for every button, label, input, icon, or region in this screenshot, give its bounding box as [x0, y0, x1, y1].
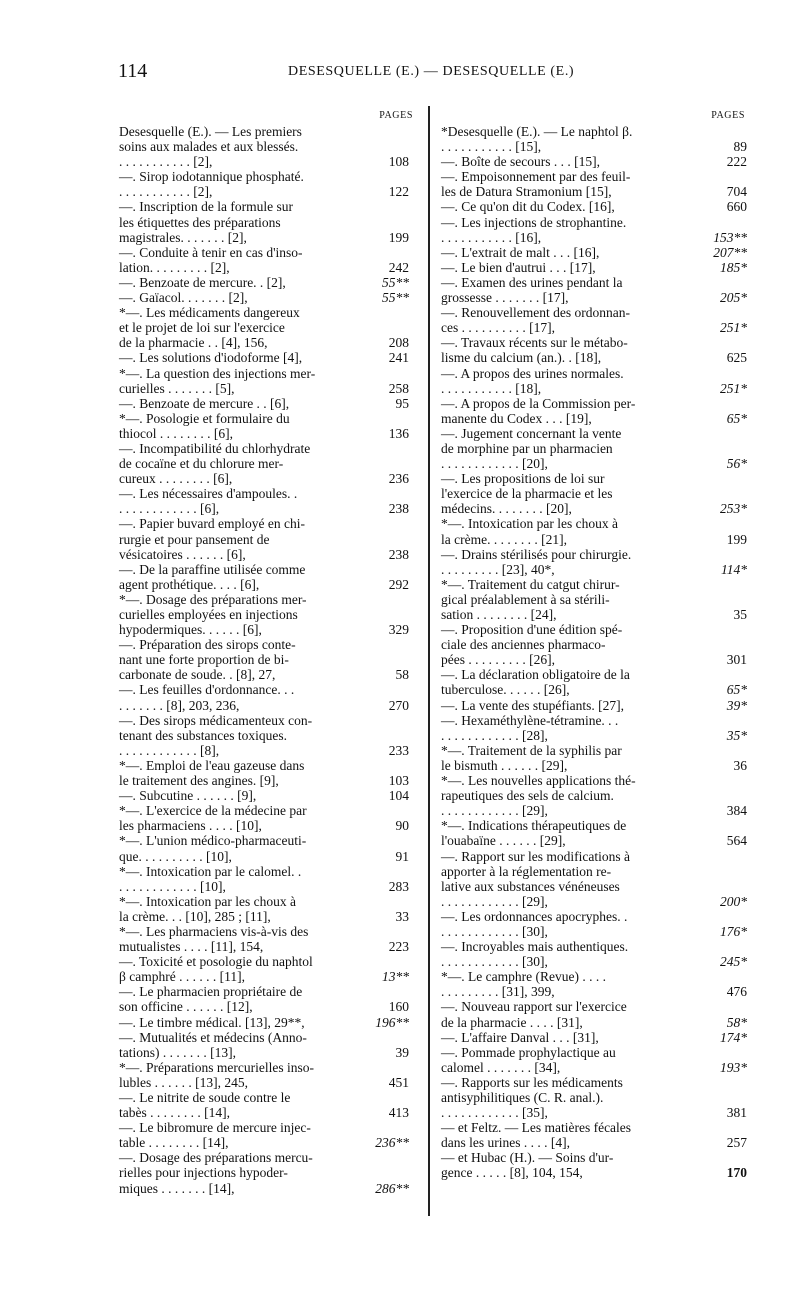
entry-page-number: 245*	[720, 954, 747, 970]
index-entry	[441, 215, 747, 245]
page-header	[118, 60, 730, 84]
index-entry	[441, 622, 747, 667]
index-entry	[119, 713, 419, 758]
entry-title: —. Sirop iodotannique phosphaté. . . . . . . . . . . . [2],	[119, 169, 304, 200]
index-entry	[441, 773, 747, 818]
entry-page-number: 55**	[382, 290, 409, 306]
entry-page-number: 65*	[726, 410, 747, 426]
index-entry	[119, 682, 419, 712]
entry-page-number: 384	[726, 803, 747, 819]
index-entry	[441, 939, 747, 969]
entry-title: —. Subcutine . . . . . . [9],	[119, 788, 257, 804]
entry-title: —. La déclaration obligatoire de la tuberculose. . . . . . [26],	[441, 667, 630, 698]
index-entry	[441, 818, 747, 848]
entry-page-number: 108	[388, 154, 409, 170]
entry-title: —. Les solutions d'iodoforme [4],	[119, 350, 303, 366]
entry-title: —. Proposition d'une édition spé- ciale des anciennes pharmaco- pées . . . . . . . . . [26],	[441, 622, 623, 668]
entry-page-number: 292	[388, 576, 409, 592]
entry-page-number: 193*	[720, 1059, 747, 1075]
entry-page-number: 91	[395, 848, 409, 864]
entry-title: —. Dosage des préparations mercu- rielles pour injections hypoder- miques . . . . . . . [14],	[119, 1150, 313, 1196]
index-entry	[441, 275, 747, 305]
entry-title: —. Examen des urines pendant la grossesse . . . . . . . [17],	[441, 274, 623, 306]
index-entry	[441, 909, 747, 939]
entry-page-number: 233	[388, 742, 409, 758]
entry-title: —. Nouveau rapport sur l'exercice de la pharmacie . . . . [31],	[441, 999, 627, 1030]
entry-page-number: 170	[726, 1165, 747, 1181]
entry-page-number: 242	[388, 259, 409, 275]
entry-title: *—. Traitement de la syphilis par le bismuth . . . . . . [29],	[441, 742, 622, 773]
entry-page-number: 185*	[720, 259, 747, 275]
index-entry	[441, 1075, 747, 1120]
entry-title: *—. Les nouvelles applications thé- rapeutiques des sels de calcium. . . . . . . . . . . . . [29],	[441, 773, 636, 819]
index-entry	[119, 592, 419, 637]
index-entry	[119, 894, 419, 924]
index-entry	[119, 833, 419, 863]
entry-title: *—. Dosage des préparations mer- curielles employées en injections hypodermiques. . . . . . [6],	[119, 591, 307, 638]
entry-page-number: 238	[388, 501, 409, 517]
entry-title: —. Benzoate de mercure. . [2],	[119, 274, 286, 290]
index-entry	[441, 1030, 747, 1045]
index-entry	[441, 667, 747, 697]
entry-page-number: 89	[733, 139, 747, 155]
entry-list	[441, 124, 747, 1181]
index-entry	[119, 366, 419, 396]
index-entry	[119, 245, 419, 275]
index-entry	[441, 1045, 747, 1075]
index-entry	[441, 698, 747, 713]
entry-page-number: 103	[388, 773, 409, 789]
entry-title: *—. Emploi de l'eau gazeuse dans le traitement des angines. [9],	[119, 757, 305, 789]
entry-title: —. Hexaméthylène-tétramine. . . . . . . . . . . . . . . [28],	[441, 712, 619, 743]
entry-title: Desesquelle (E.). — Les premiers soins aux malades et aux blessés. . . . . . . . . . . . [2],	[119, 124, 302, 170]
index-entry	[119, 1015, 419, 1030]
entry-page-number: 13**	[382, 969, 409, 985]
index-entry	[119, 350, 419, 365]
entry-page-number: 35	[733, 607, 747, 622]
entry-page-number: 564	[726, 833, 747, 849]
entry-title: —. Inscription de la formule sur les étiquettes des préparations magistrales. . . . . . . [2],	[119, 199, 293, 245]
index-entry	[441, 1150, 747, 1180]
entry-page-number: 625	[726, 350, 747, 366]
entry-title: —. Les injections de strophantine. . . . . . . . . . . . [16],	[441, 214, 627, 245]
entry-title: —. Les nécessaires d'ampoules. . . . . . . . . . . . . . [6],	[119, 486, 298, 517]
entry-title: — et Feltz. — Les matières fécales dans les urines . . . . [4],	[441, 1120, 632, 1151]
index-entry	[441, 849, 747, 909]
entry-title: *—. Intoxication par les choux à la crème. . . . . . . . [21],	[441, 516, 618, 547]
entry-list	[119, 124, 419, 1196]
entry-page-number: 258	[388, 380, 409, 396]
entry-title: *—. Intoxication par les choux à la crème. . . [10], 285 ; [11],	[119, 893, 296, 924]
entry-title: — et Hubac (H.). — Soins d'ur- gence . . . . . [8], 104, 154,	[441, 1150, 614, 1181]
index-entry	[441, 366, 747, 396]
entry-title: —. Benzoate de mercure . . [6],	[119, 395, 290, 411]
entry-title: —. Incroyables mais authentiques. . . . . . . . . . . . . [30],	[441, 939, 629, 970]
entry-title: —. Papier buvard employé en chi- rurgie et pour pansement de vésicatoires . . . . . . [6],	[119, 516, 305, 562]
index-entry	[441, 426, 747, 471]
entry-page-number: 251*	[720, 320, 747, 336]
index-entry	[119, 788, 419, 803]
index-entry	[119, 396, 419, 411]
entry-title: *—. Indications thérapeutiques de l'ouabaïne . . . . . . [29],	[441, 818, 627, 849]
entry-page-number: 153**	[713, 229, 747, 245]
index-entry	[119, 124, 419, 169]
entry-page-number: 451	[388, 1074, 409, 1090]
index-entry	[441, 471, 747, 516]
entry-page-number: 236**	[375, 1135, 409, 1151]
entry-title: —. Mutualités et médecins (Anno- tations) . . . . . . . [13],	[119, 1029, 307, 1060]
index-entry	[441, 260, 747, 275]
entry-title: *—. Traitement du catgut chirur- gical préalablement à sa stérili- sation . . . . . . . . [24],	[441, 576, 620, 622]
index-entry	[441, 516, 747, 546]
index-entry	[441, 547, 747, 577]
index-entry	[119, 1150, 419, 1195]
entry-title: —. Les propositions de loi sur l'exercice de la pharmacie et les médecins. . . . . . . . [20],	[441, 471, 613, 517]
entry-page-number: 65*	[726, 682, 747, 698]
entry-page-number: 176*	[720, 923, 747, 939]
entry-page-number: 238	[388, 546, 409, 562]
entry-title: —. L'affaire Danval . . . [31],	[441, 1029, 599, 1045]
entry-title: —. Rapport sur les modifications à apporter à la réglementation re- lative aux substances vénéneuses . . . . . . . . . . . . [29],	[441, 848, 630, 909]
index-entry	[119, 411, 419, 441]
entry-page-number: 208	[388, 335, 409, 351]
index-entry	[119, 758, 419, 788]
entry-page-number: 199	[726, 531, 747, 547]
entry-page-number: 39*	[726, 697, 747, 713]
entry-title: —. Incompatibilité du chlorhydrate de cocaïne et du chlorure mer- cureux . . . . . . . . [6],	[119, 440, 311, 487]
entry-page-number: 257	[726, 1135, 747, 1151]
entry-page-number: 104	[388, 788, 409, 804]
entry-page-number: 704	[726, 184, 747, 200]
running-title: DESESQUELLE (E.) — DESESQUELLE (E.)	[288, 64, 575, 79]
index-entry	[441, 743, 747, 773]
pages-label: PAGES	[379, 110, 413, 121]
entry-title: *Desesquelle (E.). — Le naphtol β. . . . . . . . . . . . [15],	[441, 124, 633, 155]
entry-page-number: 136	[388, 425, 409, 441]
entry-page-number: 222	[726, 154, 747, 170]
entry-page-number: 251*	[720, 380, 747, 396]
index-entry	[119, 305, 419, 350]
entry-page-number: 199	[388, 229, 409, 245]
entry-page-number: 413	[388, 1105, 409, 1121]
entry-title: —. De la paraffine utilisée comme agent prothétique. . . . [6],	[119, 561, 306, 592]
index-entry	[119, 1090, 419, 1120]
entry-title: —. Renouvellement des ordonnan- ces . . . . . . . . . . [17],	[441, 305, 630, 336]
index-entry	[119, 290, 419, 305]
column-divider	[428, 106, 430, 1216]
entry-title: —. Pommade prophylactique au calomel . . . . . . . [34],	[441, 1044, 616, 1075]
entry-page-number: 476	[726, 984, 747, 1000]
entry-title: —. Boîte de secours . . . [15],	[441, 154, 600, 170]
entry-title: —. Rapports sur les médicaments antisyphilitiques (C. R. anal.). . . . . . . . . . . . . [35],	[441, 1074, 623, 1121]
entry-title: —. Conduite à tenir en cas d'inso- lation. . . . . . . . . [2],	[119, 244, 303, 275]
index-entry	[119, 1030, 419, 1060]
entry-title: —. La vente des stupéfiants. [27],	[441, 697, 624, 713]
entry-title: —. Travaux récents sur le métabo- lisme du calcium (an.). . [18],	[441, 335, 628, 366]
entry-page-number: 56*	[726, 456, 747, 472]
entry-title: *—. L'union médico-pharmaceuti- que. . . . . . . . . . [10],	[119, 833, 307, 864]
entry-page-number: 301	[726, 652, 747, 668]
entry-title: —. Toxicité et posologie du naphtol β camphré . . . . . . [11],	[119, 954, 313, 985]
entry-title: *—. Le camphre (Revue) . . . . . . . . . . . . . [31], 399,	[441, 969, 606, 1000]
index-entry	[441, 1120, 747, 1150]
index-entry	[441, 335, 747, 365]
index-entry	[441, 713, 747, 743]
index-entry	[119, 803, 419, 833]
index-entry	[119, 169, 419, 199]
entry-title: —. Préparation des sirops conte- nant une forte proportion de bi- carbonate de soude. . [8], 27,	[119, 637, 296, 683]
entry-page-number: 241	[388, 350, 409, 366]
page-number: 114	[118, 60, 148, 82]
index-entry	[119, 637, 419, 682]
entry-title: —. A propos des urines normales. . . . . . . . . . . . [18],	[441, 365, 624, 396]
entry-title: —. Gaïacol. . . . . . . [2],	[119, 290, 248, 306]
entry-title: *—. Les médicaments dangereux et le projet de loi sur l'exercice de la pharmacie . . [4], 156,	[119, 305, 300, 351]
entry-title: —. Le bien d'autrui . . . [17],	[441, 259, 596, 275]
index-column-left	[119, 108, 419, 1196]
index-entry	[441, 124, 747, 154]
index-entry	[119, 199, 419, 244]
entry-page-number: 114*	[721, 561, 747, 577]
entry-page-number: 223	[388, 939, 409, 955]
entry-title: *—. Préparations mercurielles inso- lubles . . . . . . [13], 245,	[119, 1059, 314, 1090]
index-entry	[119, 275, 419, 290]
entry-page-number: 196**	[375, 1014, 409, 1030]
entry-title: —. Empoisonnement par des feuil- les de Datura Stramonium [15],	[441, 169, 631, 200]
entry-title: —. Le pharmacien propriétaire de son officine . . . . . . [12],	[119, 984, 303, 1015]
entry-page-number: 95	[395, 395, 409, 411]
entry-page-number: 660	[726, 199, 747, 215]
entry-page-number: 160	[388, 999, 409, 1015]
entry-title: *—. La question des injections mer- curielles . . . . . . . [5],	[119, 365, 316, 396]
index-entry	[119, 954, 419, 984]
entry-page-number: 270	[388, 697, 409, 713]
entry-title: —. A propos de la Commission per- manente du Codex . . . [19],	[441, 395, 636, 426]
index-entry	[441, 396, 747, 426]
index-entry	[119, 984, 419, 1014]
entry-page-number: 329	[388, 622, 409, 638]
index-entry	[119, 486, 419, 516]
entry-title: —. Les feuilles d'ordonnance. . . . . . . . . . [8], 203, 236,	[119, 682, 295, 713]
entry-title: —. Le bibromure de mercure injec- table . . . . . . . . [14],	[119, 1120, 311, 1151]
entry-page-number: 58	[395, 667, 409, 683]
index-entry	[441, 999, 747, 1029]
entry-page-number: 207**	[713, 244, 747, 260]
index-entry	[441, 577, 747, 622]
entry-page-number: 200*	[720, 893, 747, 909]
entry-title: —. Les ordonnances apocryphes. . . . . . . . . . . . . . [30],	[441, 908, 628, 939]
index-entry	[441, 245, 747, 260]
entry-page-number: 174*	[720, 1029, 747, 1045]
entry-page-number: 122	[388, 184, 409, 200]
entry-page-number: 205*	[720, 290, 747, 306]
index-entry	[119, 1120, 419, 1150]
index-entry	[119, 864, 419, 894]
entry-page-number: 283	[388, 878, 409, 894]
entry-title: —. Ce qu'on dit du Codex. [16],	[441, 199, 615, 215]
entry-title: —. Drains stérilisés pour chirurgie. . . . . . . . . . [23], 40*,	[441, 546, 632, 577]
entry-page-number: 39	[395, 1044, 409, 1060]
index-entry	[441, 305, 747, 335]
entry-title: *—. Intoxication par le calomel. . . . . . . . . . . . . . [10],	[119, 863, 302, 894]
index-entry	[119, 924, 419, 954]
pages-label: PAGES	[711, 110, 745, 121]
entry-page-number: 36	[733, 757, 747, 773]
index-entry	[441, 169, 747, 199]
entry-page-number: 35*	[726, 727, 747, 743]
entry-title: *—. L'exercice de la médecine par les pharmaciens . . . . [10],	[119, 803, 307, 834]
entry-title: —. Le timbre médical. [13], 29**,	[119, 1014, 305, 1030]
entry-page-number: 286**	[375, 1180, 409, 1196]
entry-title: *—. Posologie et formulaire du thiocol . . . . . . . . [6],	[119, 410, 290, 441]
entry-title: —. Le nitrite de soude contre le tabès . . . . . . . . [14],	[119, 1090, 291, 1121]
entry-page-number: 33	[395, 908, 409, 924]
entry-page-number: 58*	[726, 1014, 747, 1030]
index-entry	[119, 441, 419, 486]
entry-page-number: 90	[395, 818, 409, 834]
index-entry	[119, 516, 419, 561]
index-column-right	[441, 108, 747, 1181]
entry-title: *—. Les pharmaciens vis-à-vis des mutualistes . . . . [11], 154,	[119, 923, 309, 955]
index-entry	[119, 562, 419, 592]
entry-page-number: 381	[726, 1105, 747, 1121]
entry-page-number: 55**	[382, 274, 409, 290]
entry-title: —. Jugement concernant la vente de morphine par un pharmacien . . . . . . . . . . . . [20],	[441, 425, 622, 472]
index-entry	[119, 1060, 419, 1090]
entry-page-number: 236	[388, 471, 409, 487]
entry-page-number: 253*	[720, 501, 747, 517]
entry-title: —. L'extrait de malt . . . [16],	[441, 244, 600, 260]
index-entry	[441, 969, 747, 999]
entry-title: —. Des sirops médicamenteux con- tenant des substances toxiques. . . . . . . . . . . . . [8],	[119, 712, 313, 758]
index-entry	[441, 154, 747, 169]
index-entry	[441, 199, 747, 214]
